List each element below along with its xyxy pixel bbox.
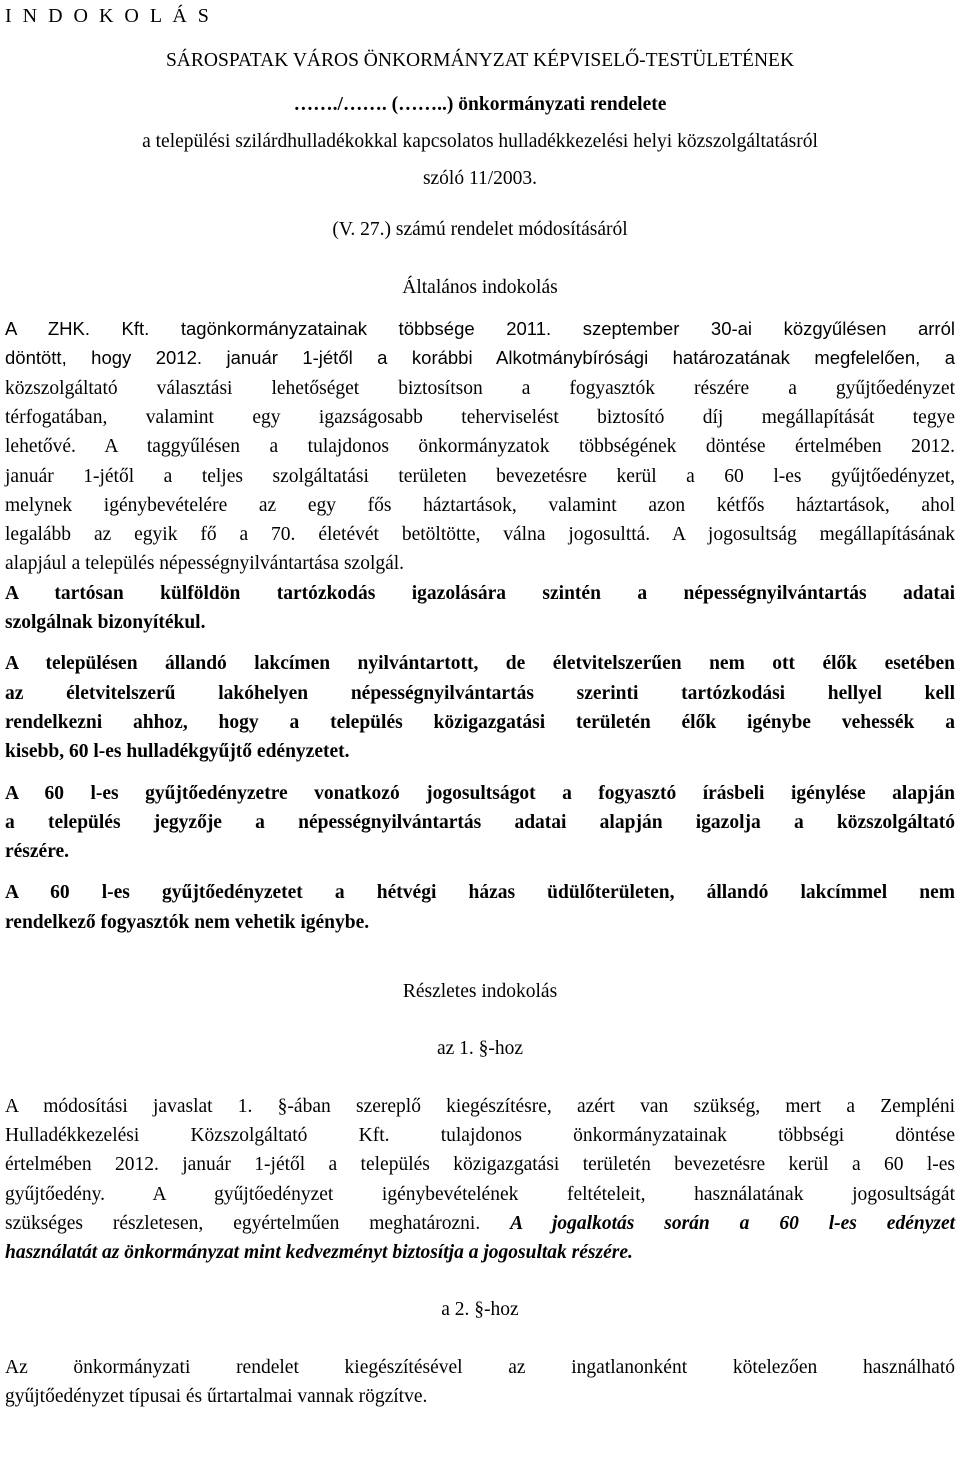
paragraph-line: A ZHK. Kft. tagönkormányzatainak többsége 2011. szeptember 30-ai közgyűlésen arról: [5, 318, 955, 340]
general-paragraph-2: [5, 579, 955, 638]
paragraph-line: értelmében 2012. január 1-jétől a település közigazgatási területén bevezetésre kerül a 60 l-es: [5, 1154, 955, 1176]
header-line-amendment: (V. 27.) számú rendelet módosításáról: [332, 219, 628, 241]
header-line-referenced-decree: szóló 11/2003.: [422, 168, 538, 190]
paragraph-line: gyűjtőedényzet típusai és űrtartalmai vannak rögzítve.: [5, 1385, 428, 1407]
section-1-heading: az 1. §-hoz: [436, 1038, 524, 1060]
paragraph-line: térfogatában, valamint egy igazságosabb teherviselést biztosító díj megállapítását tegye: [5, 406, 955, 428]
general-paragraph-3: [5, 649, 955, 766]
general-paragraph-5: [5, 878, 955, 937]
header-line-subject: a települési szilárdhulladékokkal kapcsolatos hulladékkezelési helyi közszolgáltatásról: [142, 130, 818, 152]
paragraph-line: szolgálnak bizonyítékul.: [5, 612, 206, 634]
paragraph-line: gyűjtőedény. A gyűjtőedényzet igénybevételének feltételeit, használatának jogosultságát: [5, 1183, 955, 1205]
paragraph-line: melynek igénybevételére az egy fős háztartások, valamint azon kétfős háztartások, ahol: [5, 494, 955, 516]
section-2-paragraph: [5, 1353, 955, 1412]
paragraph-line: kisebb, 60 l-es hulladékgyűjtő edényzetet.: [5, 741, 350, 763]
paragraph-line: rendelkezni ahhoz, hogy a település közigazgatási területén élők igénybe vehessék a: [5, 711, 955, 733]
paragraph-line: alapjául a település népességnyilvántartása szolgál.: [5, 553, 405, 575]
general-paragraph-4: [5, 779, 955, 867]
general-paragraph-1: [5, 314, 955, 579]
paragraph-line: használatát az önkormányzat mint kedvezményt biztosítja a jogosultak részére.: [5, 1242, 633, 1264]
paragraph-line: Az önkormányzati rendelet kiegészítésével az ingatlanonként kötelezően használható: [5, 1356, 955, 1378]
section-2-heading: a 2. §-hoz: [441, 1299, 519, 1321]
paragraph-line: az életvitelszerű lakóhelyen népességnyilvántartás szerinti tartózkodási hellyel kell: [5, 682, 955, 704]
paragraph-line: A módosítási javaslat 1. §-ában szereplő kiegészítésre, azért van szükség, mert a Zempléni: [5, 1095, 955, 1117]
paragraph-line: közszolgáltató választási lehetőséget biztosítson a fogyasztók részére a gyűjtőedényzet: [5, 377, 955, 399]
paragraph-line: A tartósan külföldön tartózkodás igazolására szintén a népességnyilvántartás adatai: [5, 582, 955, 604]
paragraph-line: Hulladékkezelési Közszolgáltató Kft. tulajdonos önkormányzatainak többségi döntése: [5, 1124, 955, 1146]
header-line-decree-number: ……./……. (……..) önkormányzati rendelete: [293, 93, 667, 115]
section-1-emphasis: A jogalkotás során a 60 l-es edényzet: [510, 1212, 956, 1234]
general-heading: Általános indokolás: [402, 276, 558, 298]
paragraph-line: szükséges részletesen, egyértelműen meghatározni. A jogalkotás során a 60 l-es edényzet: [5, 1212, 956, 1234]
paragraph-line: döntött, hogy 2012. január 1-jétől a korábbi Alkotmánybírósági határozatának megfelelően, a: [5, 347, 955, 369]
paragraph-line: a település jegyzője a népességnyilvántartás adatai alapján igazolja a közszolgáltató: [5, 811, 955, 833]
paragraph-line: legalább az egyik fő a 70. életévét betöltötte, válna jogosulttá. A jogosultság megállapításának: [5, 524, 955, 546]
paragraph-line: A településen állandó lakcímen nyilvántartott, de életvitelszerűen nem ott élők esetében: [5, 653, 955, 675]
paragraph-line: január 1-jétől a teljes szolgáltatási területen bevezetésre kerül a 60 l-es gyűjtőedényzet,: [5, 465, 955, 487]
paragraph-line: részére.: [5, 841, 70, 863]
paragraph-line: A 60 l-es gyűjtőedényzetet a hétvégi házas üdülőterületen, állandó lakcímmel nem: [5, 882, 955, 904]
document-title: I N D O K O L Á S: [5, 5, 212, 27]
paragraph-line: lehetővé. A taggyűlésen a tulajdonos önkormányzatok többségének döntése értelmében 2012.: [5, 436, 955, 458]
section-1-paragraph: [5, 1092, 955, 1268]
header-line-council: SÁROSPATAK VÁROS ÖNKORMÁNYZAT KÉPVISELŐ-TESTÜLETÉNEK: [165, 50, 795, 72]
paragraph-line: rendelkező fogyasztók nem vehetik igénybe.: [5, 911, 370, 933]
detail-heading: Részletes indokolás: [402, 981, 558, 1003]
document-page: [5, 2, 955, 1411]
paragraph-line: A 60 l-es gyűjtőedényzetre vonatkozó jogosultságot a fogyasztó írásbeli igénylése alapján: [5, 782, 955, 804]
